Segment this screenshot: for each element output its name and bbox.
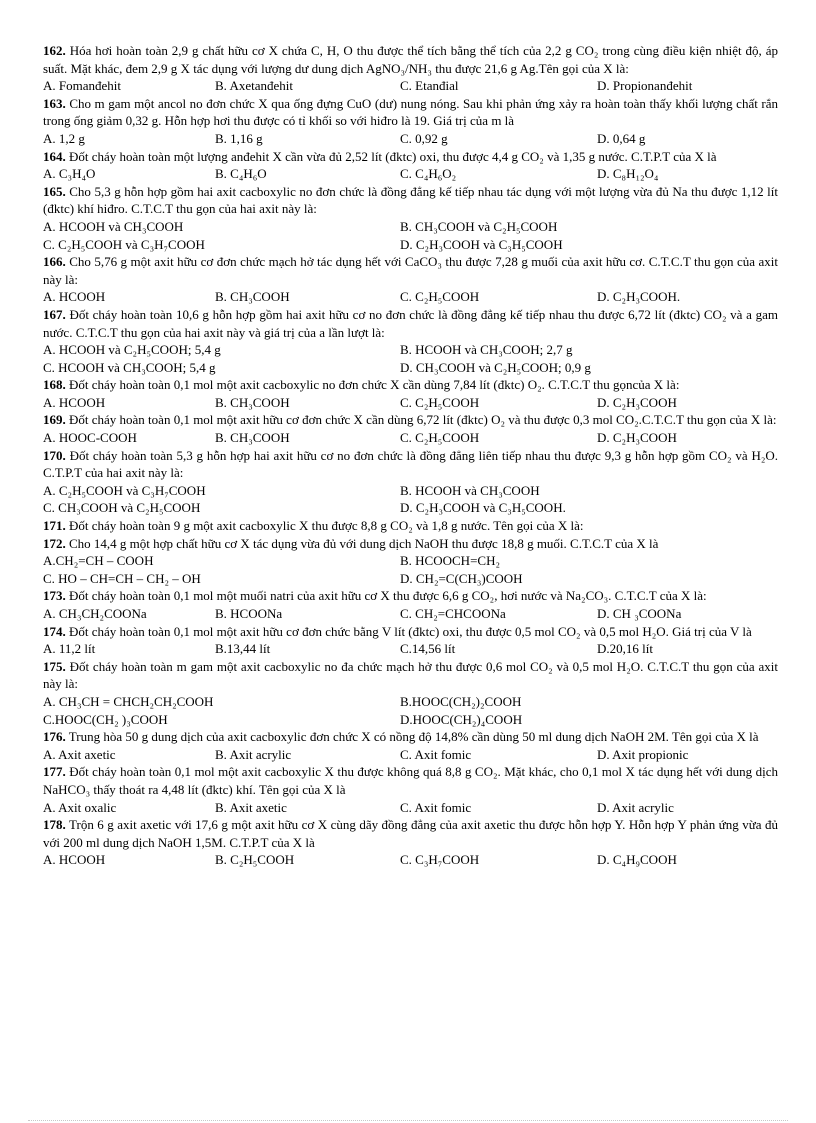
answer-option: D. C₂H₃COOH và C₃H₅COOH. — [400, 500, 566, 516]
answer-option: C. C₂H₅COOH và C₃H₇COOH — [43, 236, 205, 252]
answer-options — [43, 799, 778, 817]
answer-options — [43, 482, 778, 517]
answer-option: A. 11,2 lít — [43, 641, 96, 657]
question-text — [43, 306, 778, 341]
document-page — [43, 42, 778, 869]
question-text — [43, 816, 778, 851]
question-body: Cho m gam một ancol no đơn chức X qua ống đựng CuO (dư) nung nóng. Sau khi phản ứng xảy ra hoàn toàn thấy khối lượng chất rắn trong ống giảm 0,32 g. Hỗn hợp hơi thu được có tỉ khối so với hiđro là 19. Giá trị của m là — [43, 95, 778, 129]
question-text — [43, 447, 778, 482]
question-number: 163. — [43, 95, 66, 111]
question-block — [43, 658, 778, 728]
question-block — [43, 376, 778, 411]
question-text — [43, 253, 778, 288]
answer-option: C.14,56 lít — [400, 641, 456, 657]
question-block — [43, 306, 778, 376]
answer-option: B. HCOOH và CH₃COOH — [400, 482, 540, 498]
question-block — [43, 728, 778, 763]
question-text — [43, 42, 778, 77]
answer-option: C. Axit fomic — [400, 799, 472, 815]
question-text — [43, 763, 778, 798]
answer-options — [43, 165, 778, 183]
answer-option: D. Axit acrylic — [597, 799, 674, 815]
question-number: 178. — [43, 817, 66, 833]
answer-option: C. C₄H₆O₂ — [400, 166, 457, 182]
answer-option: D. C₂H₃COOH — [597, 394, 677, 410]
question-text — [43, 623, 778, 641]
question-number: 172. — [43, 535, 66, 551]
question-body: Đốt cháy hoàn toàn 10,6 g hỗn hợp gồm hai axit hữu cơ no đơn chức là đồng đẳng kế tiếp nhau thu được 6,72 lít (đktc) CO₂ và a gam nước. C.T.C.T thu gọn của hai axit này và giá trị của a lần lượt là: — [43, 306, 778, 340]
answer-option: C.HOOC(CH₂ )₃COOH — [43, 711, 168, 727]
answer-option: D. Axit propionic — [597, 746, 689, 762]
question-text — [43, 376, 778, 394]
question-number: 177. — [43, 764, 66, 780]
answer-option: C. C₃H₇COOH — [400, 852, 480, 868]
answer-option: A. HCOOH — [43, 394, 106, 410]
question-block — [43, 148, 778, 183]
answer-option: D.20,16 lít — [597, 641, 653, 657]
answer-option: A. C₃H₄O — [43, 166, 96, 182]
answer-option: B. CH₃COOH — [215, 289, 290, 305]
answer-option: B.HOOC(CH₂)₂COOH — [400, 693, 522, 709]
answer-option: D. C₄H₉COOH — [597, 852, 677, 868]
answer-option: D. C₈H₁₂O₄ — [597, 166, 659, 182]
question-text — [43, 517, 778, 535]
answer-options — [43, 552, 778, 587]
answer-options — [43, 77, 778, 95]
answer-option: B. Axit axetic — [215, 799, 287, 815]
answer-option: C. Etanđial — [400, 78, 459, 94]
question-number: 166. — [43, 254, 66, 270]
answer-options — [43, 341, 778, 376]
answer-option: C. HCOOH và CH₃COOH; 5,4 g — [43, 359, 216, 375]
question-block — [43, 535, 778, 588]
answer-option: A. Fomanđehit — [43, 78, 121, 94]
answer-option: A.CH₂=CH – COOH — [43, 553, 154, 569]
question-body: Cho 5,76 g một axit hữu cơ đơn chức mạch hở tác dụng hết với CaCO₃ thu được 7,28 g muối của axit hữu cơ. C.T.C.T thu gọn của axit này là: — [43, 254, 779, 287]
question-body: Đốt cháy hoàn toàn 0,1 mol một axit hữu cơ đơn chức bằng V lít (đktc) oxi, thu được 0,5 mol CO₂ và 0,5 mol H₂O. Giá trị của V là — [69, 623, 752, 639]
answer-option: D. CH ₃COONa — [597, 606, 682, 621]
answer-option: B. C₄H₆O — [215, 166, 267, 182]
answer-options — [43, 429, 778, 447]
answer-options — [43, 605, 778, 623]
answer-option: A. HCOOH và C₂H₅COOH; 5,4 g — [43, 342, 221, 358]
answer-option: D. 0,64 g — [597, 130, 646, 146]
question-block — [43, 517, 778, 535]
answer-option: A. HOOC-COOH — [43, 430, 137, 446]
answer-option: A. CH₃CH₂COONa — [43, 606, 147, 621]
question-number: 174. — [43, 623, 66, 639]
question-number: 173. — [43, 588, 66, 604]
question-body: Trung hòa 50 g dung dịch của axit cacboxylic đơn chức X có nồng độ 14,8% cần dùng 50 ml dung dịch NaOH 2M. Tên gọi của X là — [68, 729, 759, 745]
answer-option: C. CH₃COOH và C₂H₅COOH — [43, 500, 201, 516]
answer-option: D.HOOC(CH₂)₄COOH — [400, 711, 523, 727]
answer-option: A. CH₃CH = CHCH₂CH₂COOH — [43, 693, 214, 709]
question-body: Đốt cháy hoàn toàn 9 g một axit cacboxylic X thu được 8,8 g CO₂ và 1,8 g nước. Tên gọi của X là: — [69, 518, 584, 534]
answer-option: A. Axit axetic — [43, 746, 116, 762]
question-number: 164. — [43, 148, 66, 164]
answer-option: C. HO – CH=CH – CH₂ – OH — [43, 570, 201, 586]
answer-option: D. C₂H₃COOH. — [597, 289, 681, 305]
question-block — [43, 95, 778, 148]
question-body: Đốt cháy hoàn toàn 0,1 mol một muối natri của axit hữu cơ X thu được 6,6 g CO₂, hơi nước và Na₂CO₃. C.T.C.T của X là: — [69, 588, 707, 604]
question-text — [43, 411, 778, 429]
question-body: Cho 14,4 g một hợp chất hữu cơ X tác dụng vừa đủ với dung dịch NaOH thu được 18,8 g muối. C.T.C.T của X là — [69, 535, 659, 551]
answer-option: A. HCOOH và CH₃COOH — [43, 218, 184, 234]
question-body: Hóa hơi hoàn toàn 2,9 g chất hữu cơ X chứa C, H, O thu được thể tích bằng thể tích của 2,2 g CO₂ trong cùng điều kiện nhiệt độ, áp suất. Mặt khác, đem 2,9 g X tác dụng với lượng dư dung dịch AgNO₃/NH₃ thu được 21,6 g Ag.Tên gọi của X là: — [43, 43, 778, 76]
question-body: Đốt cháy hoàn toàn 0,1 mol một axit cacboxylic no đơn chức X cần dùng 7,84 lít (đktc) O₂. C.T.C.T thu gọncủa X là: — [69, 377, 680, 393]
question-number: 168. — [43, 377, 66, 393]
answer-option: B. 1,16 g — [215, 130, 263, 146]
answer-options — [43, 693, 778, 728]
answer-option: C. CH₂=CHCOONa — [400, 606, 506, 621]
question-body: Đốt cháy hoàn toàn 0,1 mol một axit hữu cơ đơn chức X cần dùng 6,72 lít (đktc) O₂ và thu được 0,3 mol CO₂.C.T.C.T thu gọn của X là: — [69, 412, 777, 428]
answer-option: B. Axit acrylic — [215, 746, 292, 762]
answer-option: A. HCOOH — [43, 852, 106, 868]
answer-option: A. HCOOH — [43, 289, 106, 305]
answer-option: B. CH₃COOH — [215, 394, 290, 410]
answer-option: B. HCOOH và CH₃COOH; 2,7 g — [400, 342, 573, 358]
question-number: 171. — [43, 518, 66, 534]
question-text — [43, 95, 778, 130]
question-block — [43, 253, 778, 306]
answer-option: B. HCOOCH=CH₂ — [400, 553, 500, 569]
question-block — [43, 183, 778, 253]
question-block — [43, 587, 778, 622]
question-body: Đốt cháy hoàn toàn một lượng anđehit X cần vừa đủ 2,52 lít (đktc) oxi, thu được 4,4 g CO₂ và 1,35 g nước. C.T.P.T của X là — [69, 148, 717, 164]
answer-option: B. CH₃COOH và C₂H₅COOH — [400, 218, 558, 234]
answer-option: C. C₂H₅COOH — [400, 394, 480, 410]
question-text — [43, 587, 778, 605]
question-number: 176. — [43, 729, 66, 745]
answer-option: D. C₂H₃COOH và C₃H₅COOH — [400, 236, 563, 252]
question-block — [43, 623, 778, 658]
question-block — [43, 763, 778, 816]
question-body: Cho 5,3 g hỗn hợp gồm hai axit cacboxylic no đơn chức là đồng đẳng kế tiếp nhau tác dụng với một lượng vừa đủ Na thu được 1,12 lít (đktc) khí hiđro. C.T.C.T thu gọn của hai axit này là: — [43, 183, 778, 217]
answer-option: C. 0,92 g — [400, 130, 448, 146]
question-text — [43, 183, 778, 218]
question-block — [43, 447, 778, 517]
answer-option: B. C₂H₅COOH — [215, 852, 295, 868]
answer-options — [43, 288, 778, 306]
answer-options — [43, 746, 778, 764]
answer-options — [43, 394, 778, 412]
answer-option: A. Axit oxalic — [43, 799, 117, 815]
answer-option: D. Propionanđehit — [597, 78, 693, 94]
answer-option: B. HCOONa — [215, 606, 283, 621]
page-bottom-border — [28, 1120, 788, 1121]
answer-option: B. CH₃COOH — [215, 430, 290, 446]
question-text — [43, 148, 778, 166]
answer-option: A. 1,2 g — [43, 130, 85, 146]
answer-options — [43, 130, 778, 148]
answer-option: C. C₂H₅COOH — [400, 430, 480, 446]
answer-option: C. C₂H₅COOH — [400, 289, 480, 305]
answer-options — [43, 218, 778, 253]
question-body: Đốt cháy hoàn toàn 5,3 g hỗn hợp hai axit hữu cơ no đơn chức là đồng đẳng liên tiếp nhau thu được 9,3 g hỗn hợp gồm CO₂ và H₂O. C.T.P.T của hai axit này là: — [43, 447, 778, 481]
question-body: Trộn 6 g axit axetic với 17,6 g một axit hữu cơ X cùng dãy đồng đẳng của axit axetic thu được hỗn hợp Y. Hỗn hợp Y phản ứng vừa đủ với 200 ml dung dịch NaOH 1,5M. C.T.P.T của X là — [43, 817, 778, 850]
answer-option: D. CH₃COOH và C₂H₅COOH; 0,9 g — [400, 359, 591, 375]
question-number: 165. — [43, 183, 66, 199]
question-body: Đốt cháy hoàn toàn 0,1 mol một axit cacboxylic X thu được không quá 8,8 g CO₂. Mặt khác, cho 0,1 mol X tác dụng hết với dung dịch NaHCO₃ thấy thoát ra 4,48 lít (đktc) khí. Tên gọi của X là — [43, 764, 778, 797]
question-number: 162. — [43, 43, 66, 58]
answer-option: D. C₂H₃COOH — [597, 430, 677, 446]
question-number: 169. — [43, 412, 66, 428]
question-block — [43, 816, 778, 869]
question-body: Đốt cháy hoàn toàn m gam một axit cacboxylic no đa chức mạch hở thu được 0,6 mol CO₂ và 0,5 mol H₂O. C.T.C.T thu gọn của axit này là: — [43, 658, 778, 692]
question-block — [43, 42, 778, 95]
question-number: 170. — [43, 447, 66, 463]
question-text — [43, 535, 778, 553]
question-number: 175. — [43, 658, 66, 674]
answer-options — [43, 640, 778, 658]
answer-option: B.13,44 lít — [215, 641, 271, 657]
answer-option: D. CH₂=C(CH₃)COOH — [400, 570, 523, 586]
answer-options — [43, 851, 778, 869]
answer-option: C. Axit fomic — [400, 746, 472, 762]
question-text — [43, 658, 778, 693]
question-text — [43, 728, 778, 746]
answer-option: B. Axetanđehit — [215, 78, 293, 94]
question-number: 167. — [43, 306, 66, 322]
question-block — [43, 411, 778, 446]
answer-option: A. C₂H₅COOH và C₃H₇COOH — [43, 482, 206, 498]
